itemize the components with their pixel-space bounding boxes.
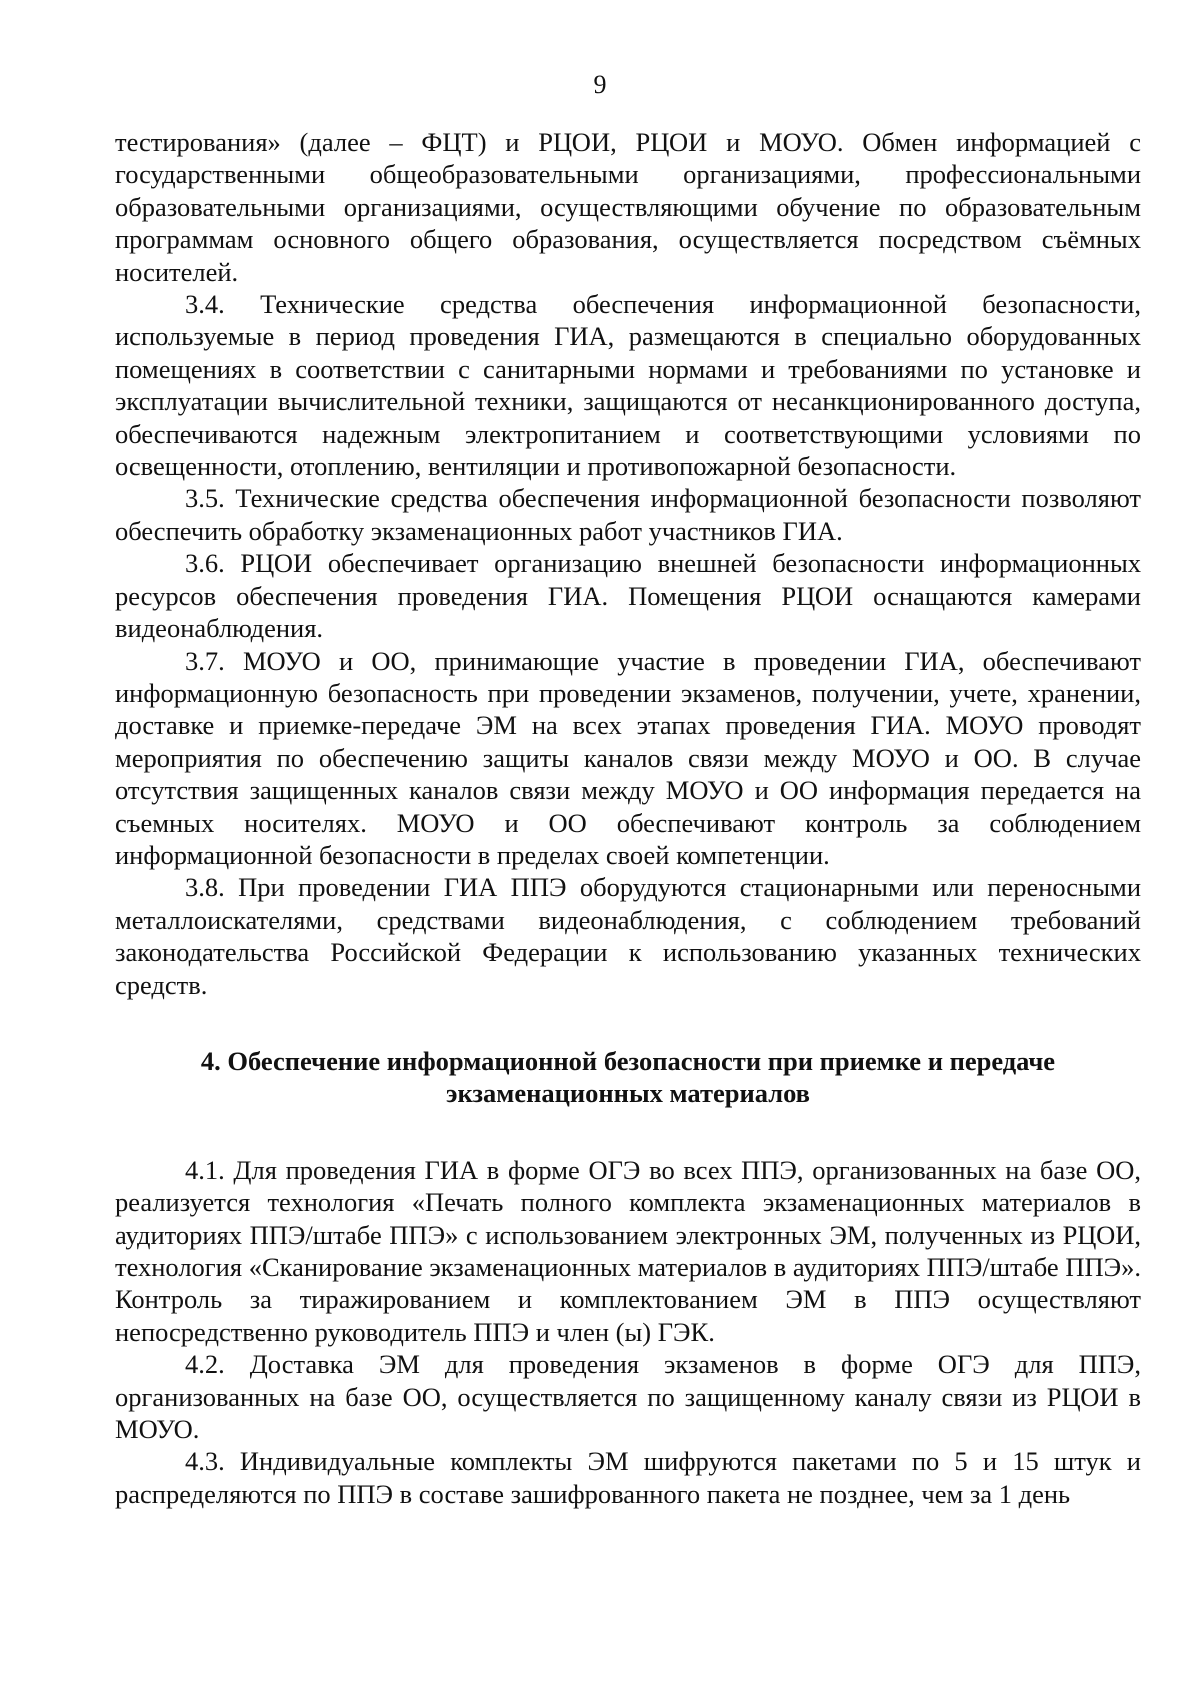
section-4-heading-line-1: 4. Обеспечение информационной безопасности при приемке и передаче [200, 1045, 1056, 1076]
paragraph-4-3: 4.3. Индивидуальные комплекты ЭМ шифруются пакетами по 5 и 15 штук и распределяются по ППЭ в составе зашифрованного пакета не позднее, чем за 1 день [115, 1446, 1141, 1509]
page-number: 9 [593, 70, 607, 99]
paragraph-4-2: 4.2. Доставка ЭМ для проведения экзаменов в форме ОГЭ для ППЭ, организованных на базе ОО, осуществляется по защищенному каналу связи из РЦОИ в МОУО. [115, 1349, 1141, 1445]
paragraph-3-4: 3.4. Технические средства обеспечения информационной безопасности, используемые в период проведения ГИА, размещаются в специально оборудованных помещениях в соответствии с санитарными нормами и требованиями по установке и эксплуатации вычислительной техники, защищаются от несанкционированного доступа, обеспечиваются надежным электропитанием и соответствующими условиями по освещенности, отоплению, вентиляции и противопожарной безопасности. [115, 289, 1141, 482]
paragraph-continuation: тестирования» (далее – ФЦТ) и РЦОИ, РЦОИ и МОУО. Обмен информацией с государственными общеобразовательными организациями, профессиональными образовательными организациями, осуществляющими обучение по образовательным программам основного общего образования, осуществляется посредством съёмных носителей. [115, 127, 1141, 287]
section-4-heading [115, 1045, 1141, 1110]
paragraph-3-5: 3.5. Технические средства обеспечения информационной безопасности позволяют обеспечить обработку экзаменационных работ участников ГИА. [115, 483, 1141, 546]
document-body [115, 126, 1141, 1510]
paragraph-3-6: 3.6. РЦОИ обеспечивает организацию внешней безопасности информационных ресурсов обеспечения проведения ГИА. Помещения РЦОИ оснащаются камерами видеонаблюдения. [115, 548, 1141, 644]
paragraph-3-7: 3.7. МОУО и ОО, принимающие участие в проведении ГИА, обеспечивают информационную безопасность при проведении экзаменов, получении, учете, хранении, доставке и приемке-передаче ЭМ на всех этапах проведения ГИА. МОУО проводят мероприятия по обеспечению защиты каналов связи между МОУО и ОО. В случае отсутствия защищенных каналов связи между МОУО и ОО информация передается на съемных носителях. МОУО и ОО обеспечивают контроль за соблюдением информационной безопасности в пределах своей компетенции. [115, 645, 1141, 870]
paragraph-4-1: 4.1. Для проведения ГИА в форме ОГЭ во всех ППЭ, организованных на базе ОО, реализуется технология «Печать полного комплекта экзаменационных материалов в аудиториях ППЭ/штабе ППЭ» с использованием электронных ЭМ, полученных из РЦОИ, технология «Сканирование экзаменационных материалов в аудиториях ППЭ/штабе ППЭ». Контроль за тиражированием и комплектованием ЭМ в ППЭ осуществляют непосредственно руководитель ППЭ и член (ы) ГЭК. [115, 1154, 1141, 1347]
section-4-heading-line-2: экзаменационных материалов [446, 1078, 810, 1109]
paragraph-3-8: 3.8. При проведении ГИА ППЭ оборудуются стационарными или переносными металлоискателями, средствами видеонаблюдения, с соблюдением требований законодательства Российской Федерации к использованию указанных технических средств. [115, 872, 1141, 1000]
